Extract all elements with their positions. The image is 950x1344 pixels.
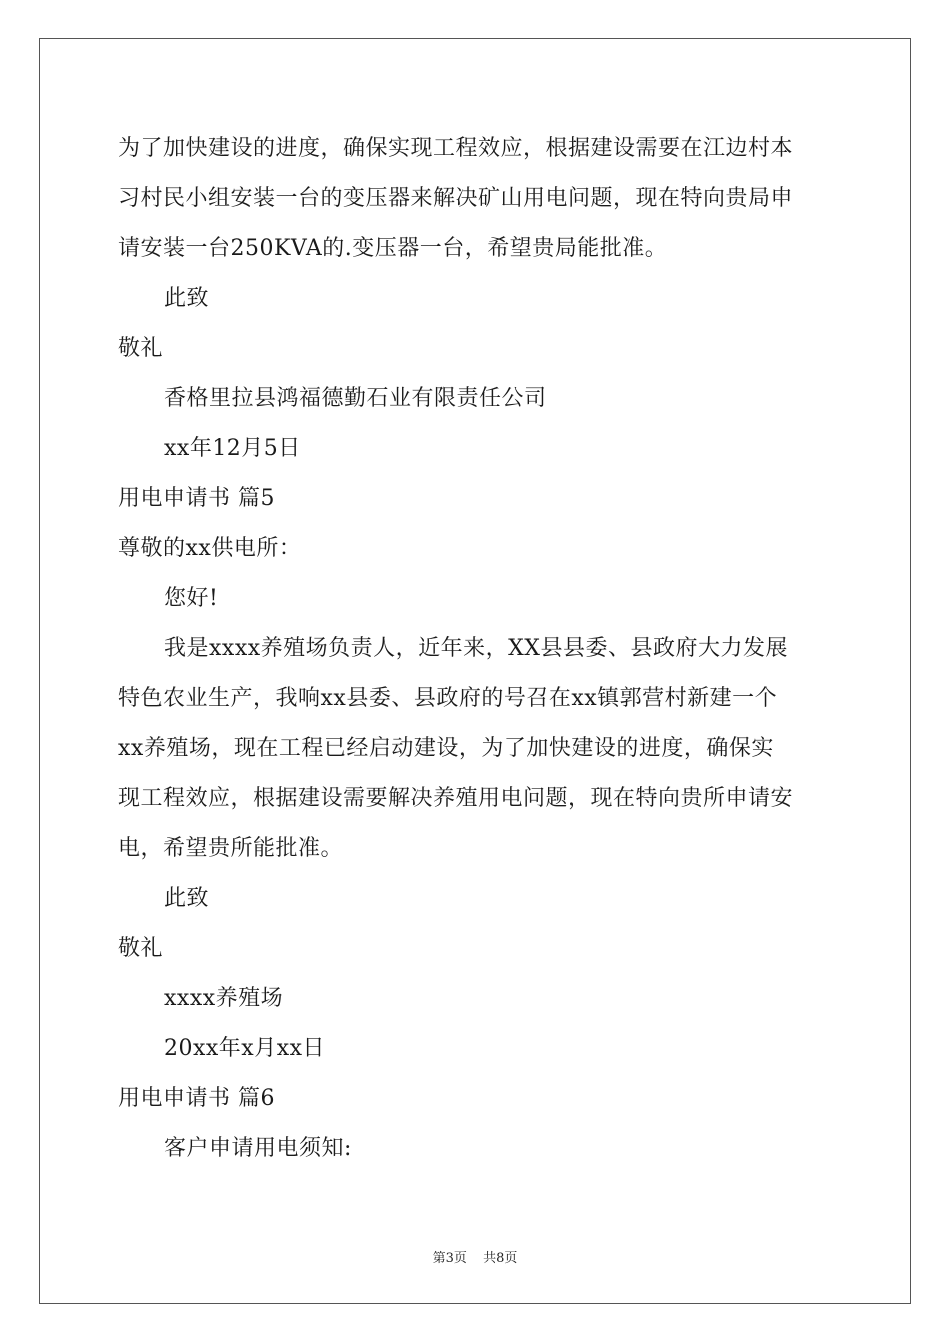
greeting: 您好! bbox=[164, 586, 219, 611]
section-heading-6: 用电申请书 篇6 bbox=[118, 1086, 275, 1111]
page-number-current: 第3页 bbox=[432, 1251, 467, 1266]
signature-date-2: 20xx年x月xx日 bbox=[164, 1036, 326, 1061]
page-number-total: 共8页 bbox=[483, 1251, 518, 1266]
text-line-3: 请安装一台250KVA的.变压器一台，希望贵局能批准。 bbox=[118, 236, 668, 261]
section-heading-5: 用电申请书 篇5 bbox=[118, 486, 275, 511]
closing-cizhi-2: 此致 bbox=[164, 886, 210, 911]
closing-jingli-2: 敬礼 bbox=[118, 936, 164, 961]
text-line-14: 现工程效应，根据建设需要解决养殖用电问题，现在特向贵所申请安 bbox=[118, 786, 794, 811]
text-line-12: 特色农业生产，我响xx县委、县政府的号召在xx镇郭营村新建一个 bbox=[118, 686, 778, 711]
document-body bbox=[118, 124, 834, 1174]
signature-farm: xxxx养殖场 bbox=[164, 986, 284, 1011]
notice-title: 客户申请用电须知: bbox=[164, 1136, 352, 1161]
text-line-15: 电，希望贵所能批准。 bbox=[118, 836, 344, 861]
text-line-1: 为了加快建设的进度，确保实现工程效应，根据建设需要在江边村本 bbox=[118, 136, 794, 161]
signature-company: 香格里拉县鸿福德勤石业有限责任公司 bbox=[164, 386, 547, 411]
signature-date: xx年12月5日 bbox=[164, 436, 301, 461]
text-line-13: xx养殖场，现在工程已经启动建设，为了加快建设的进度，确保实 bbox=[118, 736, 774, 761]
salutation: 尊敬的xx供电所： bbox=[118, 536, 302, 561]
page-footer bbox=[0, 1247, 950, 1266]
closing-cizhi: 此致 bbox=[164, 286, 210, 311]
text-line-2: 习村民小组安装一台的变压器来解决矿山用电问题，现在特向贵局申 bbox=[118, 186, 794, 211]
text-line-11: 我是xxxx养殖场负责人，近年来，XX县县委、县政府大力发展 bbox=[164, 636, 788, 661]
closing-jingli: 敬礼 bbox=[118, 336, 164, 361]
